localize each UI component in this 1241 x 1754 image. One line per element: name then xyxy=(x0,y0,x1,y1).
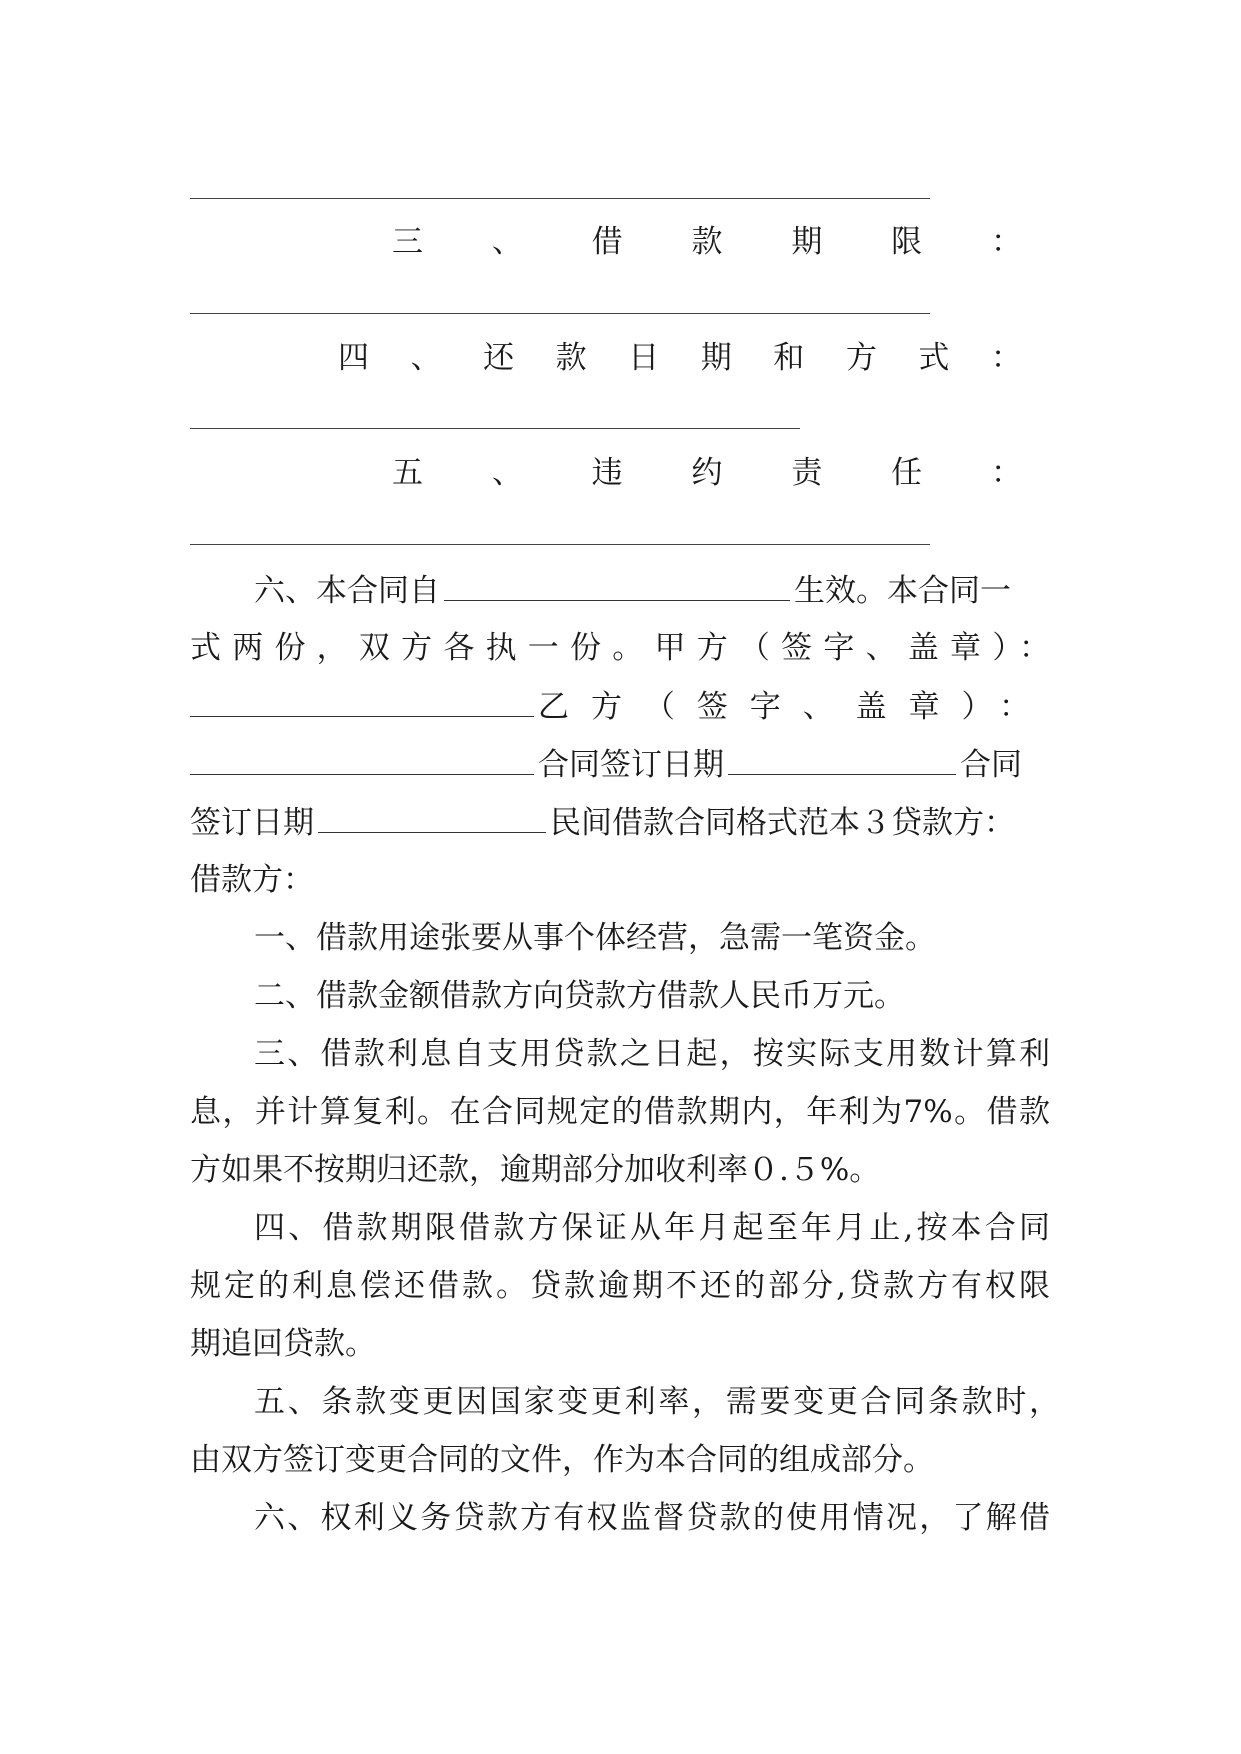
heading-char: 、 xyxy=(491,224,523,260)
p6-line3: 乙方（签字、盖章）： xyxy=(190,686,1050,727)
heading-liability xyxy=(392,453,1022,493)
heading-repayment xyxy=(338,338,1022,378)
heading-char: 四 xyxy=(338,340,369,376)
item-3-line3: 方如果不按期归还款，逾期部分加收利率０.５%。 xyxy=(190,1152,881,1188)
item-4-line1: 四、借款期限借款方保证从年月起至年月止,按本合同 xyxy=(254,1210,1050,1246)
heading-char: 任 xyxy=(891,455,923,491)
heading-char: 和 xyxy=(773,340,805,376)
heading-char: 违 xyxy=(591,455,623,491)
item-3-line2: 息，并计算复利。在合同规定的借款期内，年利为7%。借款 xyxy=(190,1094,1050,1130)
blank-field xyxy=(190,744,534,775)
heading-char: ： xyxy=(990,224,1022,260)
heading-char: 方 xyxy=(845,340,877,376)
heading-char: 限 xyxy=(891,224,923,260)
heading-char: 款 xyxy=(555,340,587,376)
item-4-line3: 期追回贷款。 xyxy=(190,1326,376,1362)
heading-char: 式 xyxy=(918,340,950,376)
heading-char: 期 xyxy=(791,224,823,260)
heading-char: 、 xyxy=(410,340,442,376)
heading-char: 款 xyxy=(691,224,723,260)
blank-line xyxy=(190,544,930,545)
heading-char: 日 xyxy=(628,340,660,376)
blank-field xyxy=(728,744,956,775)
blank-line xyxy=(190,428,800,429)
p6-line1: 六、本合同自 生效。本合同一 xyxy=(254,570,1054,611)
item-6-line1: 六、权利义务贷款方有权监督贷款的使用情况，了解借 xyxy=(254,1500,1050,1536)
item-5-line2: 由双方签订变更合同的文件，作为本合同的组成部分。 xyxy=(190,1442,934,1478)
blank-field xyxy=(318,802,546,833)
blank-field xyxy=(444,570,790,601)
heading-char: 五 xyxy=(392,455,423,491)
p6-line6: 借款方： xyxy=(190,862,314,898)
heading-char: 责 xyxy=(791,455,823,491)
item-5-line1: 五、条款变更因国家变更利率，需要变更合同条款时， xyxy=(254,1384,1060,1420)
heading-loan-term xyxy=(392,222,1022,262)
item-3-line1: 三、借款利息自支用贷款之日起，按实际支用数计算利 xyxy=(254,1036,1050,1072)
blank-field xyxy=(190,686,534,717)
p6-line4: 合同签订日期 合同 xyxy=(190,744,1050,785)
heading-char: ： xyxy=(990,455,1022,491)
heading-char: 三 xyxy=(392,224,423,260)
heading-char: 期 xyxy=(700,340,732,376)
heading-char: 还 xyxy=(483,340,515,376)
heading-char: ： xyxy=(990,340,1022,376)
blank-line xyxy=(190,198,930,199)
heading-char: 约 xyxy=(691,455,723,491)
blank-line xyxy=(190,313,930,314)
p6-line5: 签订日期 民间借款合同格式范本３贷款方： xyxy=(190,802,1050,843)
item-1: 一、借款用途张要从事个体经营，急需一笔资金。 xyxy=(254,920,936,956)
heading-char: 、 xyxy=(491,455,523,491)
heading-char: 借 xyxy=(591,224,623,260)
item-4-line2: 规定的利息偿还借款。贷款逾期不还的部分,贷款方有权限 xyxy=(190,1268,1050,1304)
p6-line2: 式两份，双方各执一份。甲方（签字、盖章）： xyxy=(190,630,1050,666)
item-2: 二、借款金额借款方向贷款方借款人民币万元。 xyxy=(254,978,905,1014)
